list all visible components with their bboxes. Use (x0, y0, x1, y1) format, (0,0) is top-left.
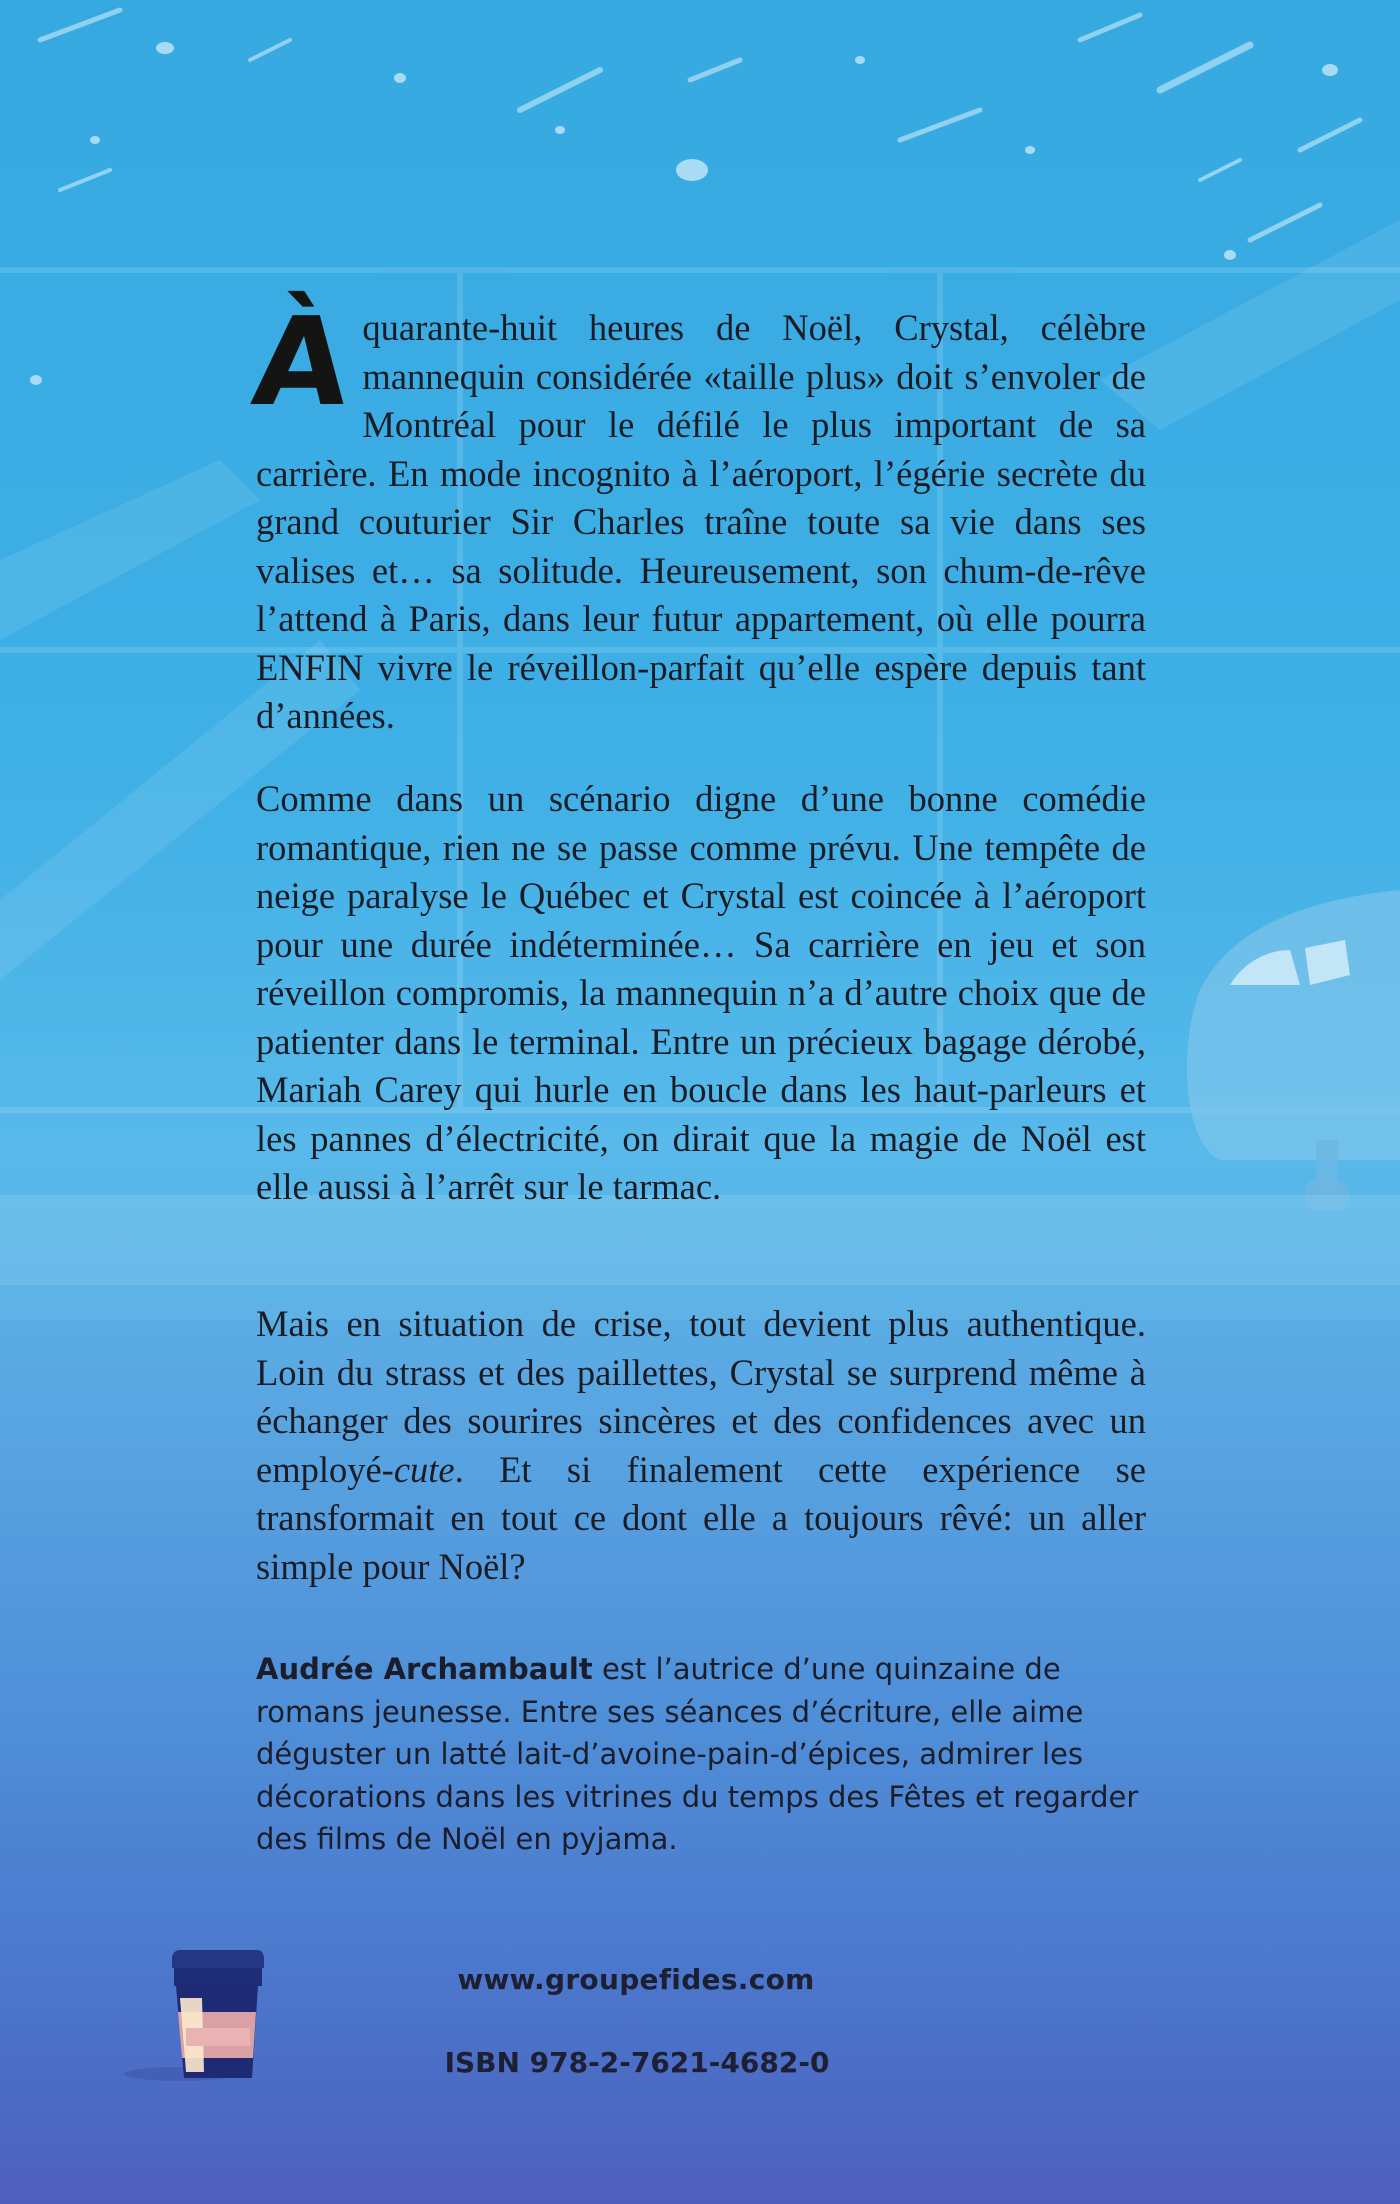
synopsis-paragraph-3 (256, 1300, 1146, 1591)
isbn-number (0, 2046, 1400, 2079)
dropcap-letter: À (246, 291, 356, 433)
author-bio-text: est l’autrice d’une quinzaine de romans jeunesse. Entre ses séances d’écriture, elle aime déguster un latté lait-d’avoine-pain-d’épices, admirer les décorations dans les vitrines du temps des Fêtes et regarder des films de Noël en pyjama. (256, 1652, 1139, 1856)
paragraph-3-italic: cute (393, 1448, 455, 1490)
paragraph-3-text-b: . Et si finalement cette expérience se transformait en tout ce dont elle a toujours rêvé: un aller simple pour Noël? (256, 1448, 1146, 1587)
synopsis-paragraph-1 (246, 291, 1146, 741)
author-bio (256, 1648, 1146, 1861)
paragraph-3-text-a: Mais en situation de crise, tout devient plus authentique. Loin du strass et des paillettes, Crystal se surprend même à échanger des sourires sincères et des confidences avec un employé- (256, 1303, 1146, 1490)
author-name: Audrée Archambault (256, 1652, 593, 1686)
snowflake-streaks (40, 10, 1360, 240)
publisher-website[interactable] (0, 1963, 1400, 1996)
website-text[interactable]: www.groupefides.com (457, 1963, 815, 1996)
paragraph-1-text: quarante-huit heures de Noël, Crystal, célèbre mannequin considérée «taille plus» doit s’envoler de Montréal pour le défilé le plus important de sa carrière. En mode incognito à l’aéroport, l’égérie secrète du grand couturier Sir Charles traîne toute sa vie dans ses valises et… sa solitude. Heureusement, son chum-de-rêve l’attend à Paris, dans leur futur appartement, où elle pourra ENFIN vivre le réveillon-parfait qu’elle espère depuis tant d’années. (256, 307, 1146, 736)
synopsis-paragraph-2: Comme dans un scénario digne d’une bonne comédie romantique, rien ne se passe comme prévu. Une tempête de neige paralyse le Québec et Crystal est coincée à l’aéroport pour une durée indéterminée… Sa carrière en jeu et son réveillon compromis, la mannequin n’a d’autre choix que de patienter dans le terminal. Entre un précieux bagage dérobé, Mariah Carey qui hurle en boucle dans les haut-parleurs et les pannes d’électricité, on dirait que la magie de Noël est elle aussi à l’arrêt sur le tarmac. (256, 778, 1146, 1207)
isbn-text: ISBN 978-2-7621-4682-0 (444, 2046, 830, 2079)
airplane-illustration (1187, 890, 1400, 1210)
